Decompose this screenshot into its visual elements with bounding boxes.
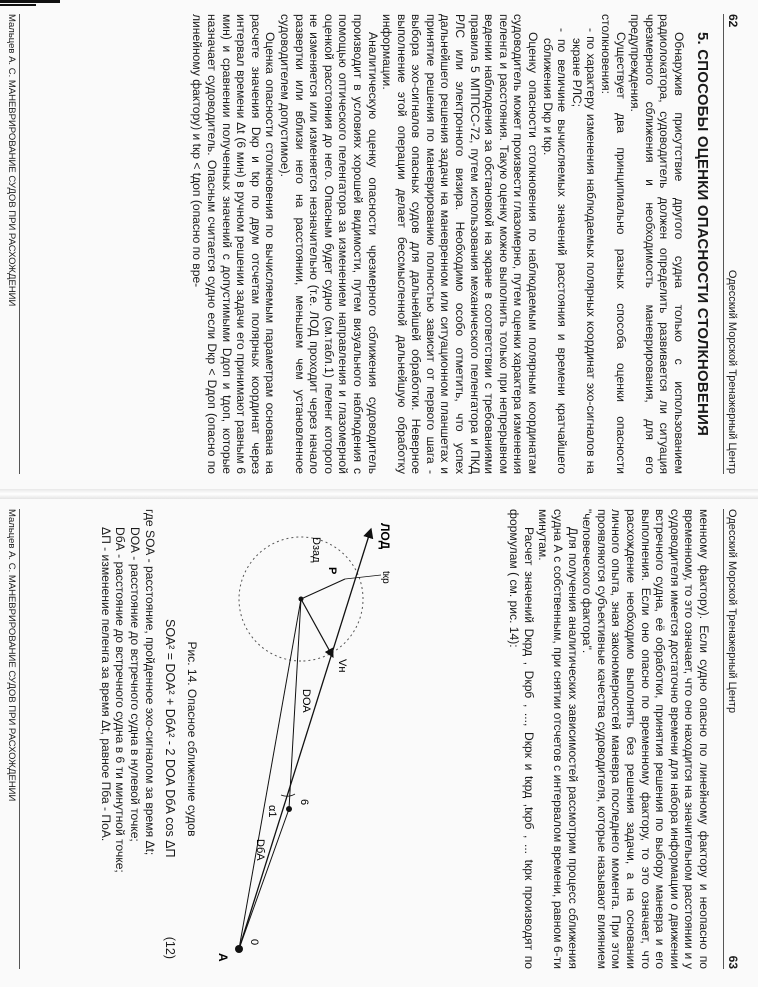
p-label: P (325, 567, 338, 575)
figure-caption: Рис. 14. Опасное сближение судов (184, 641, 199, 837)
formula-text: SОА² = DОА² + DбА² - 2 DОА DбА cos ΔП (162, 619, 177, 858)
header-title: Одесский Морской Тренажерный Центр (726, 509, 738, 714)
zero-label: 0 (247, 939, 260, 946)
paragraph: Аналитическую оценку опасности чрезмерного сближения судоводитель производит в условиях хорошей видимости, путем визуального наблюдения с помощью оптического пеленгатора за изменением направления и глазомерной оценкой расстояния до него. Опасным будет судно (см.табл.1) пеленг которого не изменяется или изменяется незначительно (т.е. ЛОД проходит через начало развертки или вблизи него на расстоянии, меньшем чем установленное судоводителем допустимое). (277, 14, 380, 474)
paragraph: менному фактору). Если судно опасно по линейному фактору и неопасно по временному, то это означает, что оно находится на значительном расстоянии и у судоводителя имеется достаточно времени для набора информации о движении встречного судна, её обработки, принятия решения по выбору маневра и его выполнения. Если оно опасно по временному фактору, то это означает, что расхождение необходимо выполнять без решения задачи, а на основании личного опыта, зная закономерностей маневра последнего момента. При этом проявляются субъективные качества судоводителя, которые называют влиянием "человеческого фактора". (580, 509, 711, 969)
paragraph: Существует два принципиально разных способа оценки опасности столкновения: (599, 14, 628, 474)
header-title: Одесский Морской Тренажерный Центр (726, 269, 738, 474)
alpha-label: α1 (265, 805, 278, 818)
line-a-six (239, 809, 289, 949)
paragraph: Обнаружив присутствие другого судна только с использованием радиолокатора, судоводитель должен определить развивается ли ситуация чрезмерного сближения и необходимость маневрирования, для его предупреждения. (628, 14, 686, 474)
point-a (235, 945, 243, 953)
paragraph: Оценку опасности столкновения по наблюдаемым полярным координатам судоводитель может произвести глазомерно, путем оценки характера изменения пеленга и расстояния. Такую оценку можно выполнить только при непрерывном ведении наблюдения за обстановкой на экране в соответствии с требованиями правила 5 МППСС-72, путем использования механического пеленгатора и ПКД РЛС или электронного визира. Необходимо особо отметить, что успех дальнейшего решения задачи на маневренном или ситуационном планшетах и принятие решения по маневрированию полностью зависит от первого шага - выбора эхо-сигналов опасных судов для дальнейшей обработки. Неверное выполнение этой операции делает бессмысленной дальнейшую обработку информации. (380, 14, 541, 474)
d-zad-label: Dзад (309, 537, 322, 563)
point-origin (298, 597, 303, 602)
right-page-header (723, 509, 740, 969)
point-six (286, 806, 292, 812)
d-ba-label: DбА (253, 839, 266, 861)
a-label: A (215, 953, 230, 962)
formula-number: (12) (162, 936, 177, 959)
d-zad-line (301, 579, 345, 599)
d-oa-label: DОА (299, 689, 312, 713)
right-page-footer: Мальцев А. С. МАНЕВРИРОВАНИЕ СУДОВ ПРИ РАСХОЖДЕНИИ (6, 509, 20, 969)
t-kr-label: tкр (379, 571, 391, 584)
t-kr-line (345, 575, 381, 579)
vn-label: Vн (335, 659, 348, 673)
six-label: 6 (297, 799, 310, 806)
scan-artifact (0, 0, 60, 3)
definition: DОА - расстояние до встречного судна в нулевой точке; (128, 527, 143, 842)
section-title: 5. СПОСОБЫ ОЦЕНКИ ОПАСНОСТИ СТОЛКНОВЕНИЯ (694, 32, 711, 437)
right-page (0, 497, 758, 987)
paragraph: Оценка опасности столкновения по вычисляемым параметрам основана на расчете значения Dкр и tкр по двум отсчетам полярных координат через интервал времени Δt (6 мин) в ручном решении задачи его принимают равным 6 мин) и сравнении полученных значений с допустимыми Dдоп и tдоп, которые назначает судоводитель. Опасным считается судно если Dкр < Dдоп (опасно по линейному фактору) и tкр < tдоп (опасно по вре- (190, 14, 278, 474)
figure-14 (201, 509, 501, 969)
lod-line (239, 529, 371, 949)
left-page-header (723, 14, 740, 474)
list-item: - по величине вычисляемых значений расстояния и времени кратчайшего сближения Dкр и tкр. (540, 28, 570, 474)
lod-label: ЛОД (377, 523, 392, 550)
paragraph: Расчет значений Dкрд , Dкрб , ..., Dкрк и tкрд ,tкрб , ... tкрк производят по формулам ( см. рис. 14): (507, 509, 536, 969)
left-page-footer: Мальцев А. С. МАНЕВРИРОВАНИЕ СУДОВ ПРИ РАСХОЖДЕНИИ (6, 14, 20, 474)
scan-artifact (0, 4, 36, 6)
formula-12 (163, 509, 177, 969)
page-number: 63 (726, 955, 740, 969)
definition: где SОА - расстояние, пройденное эхо-сигналом за время Δt; (142, 509, 157, 856)
left-page (0, 0, 758, 490)
paragraph: Для получения аналитических зависимостей рассмотрим процесс сближения судна А с собственным, при снятии отсчетов с интервалом времени, равном 6-ти минутам. (536, 509, 580, 969)
definition: DбА - расстояние до встречного судна в 6 ти минутной точке; (113, 527, 128, 873)
list-item: - по характеру изменения наблюдаемых полярных координат эхо-сигналов на экране РЛС; (569, 28, 599, 474)
line-a-origin (239, 599, 301, 949)
vn-vector (301, 599, 333, 657)
definition: ΔП - изменение пеленга за время Δt, равное Пба - ПоА. (98, 527, 113, 842)
figure-diagram (201, 509, 501, 969)
page-number: 62 (726, 14, 740, 28)
